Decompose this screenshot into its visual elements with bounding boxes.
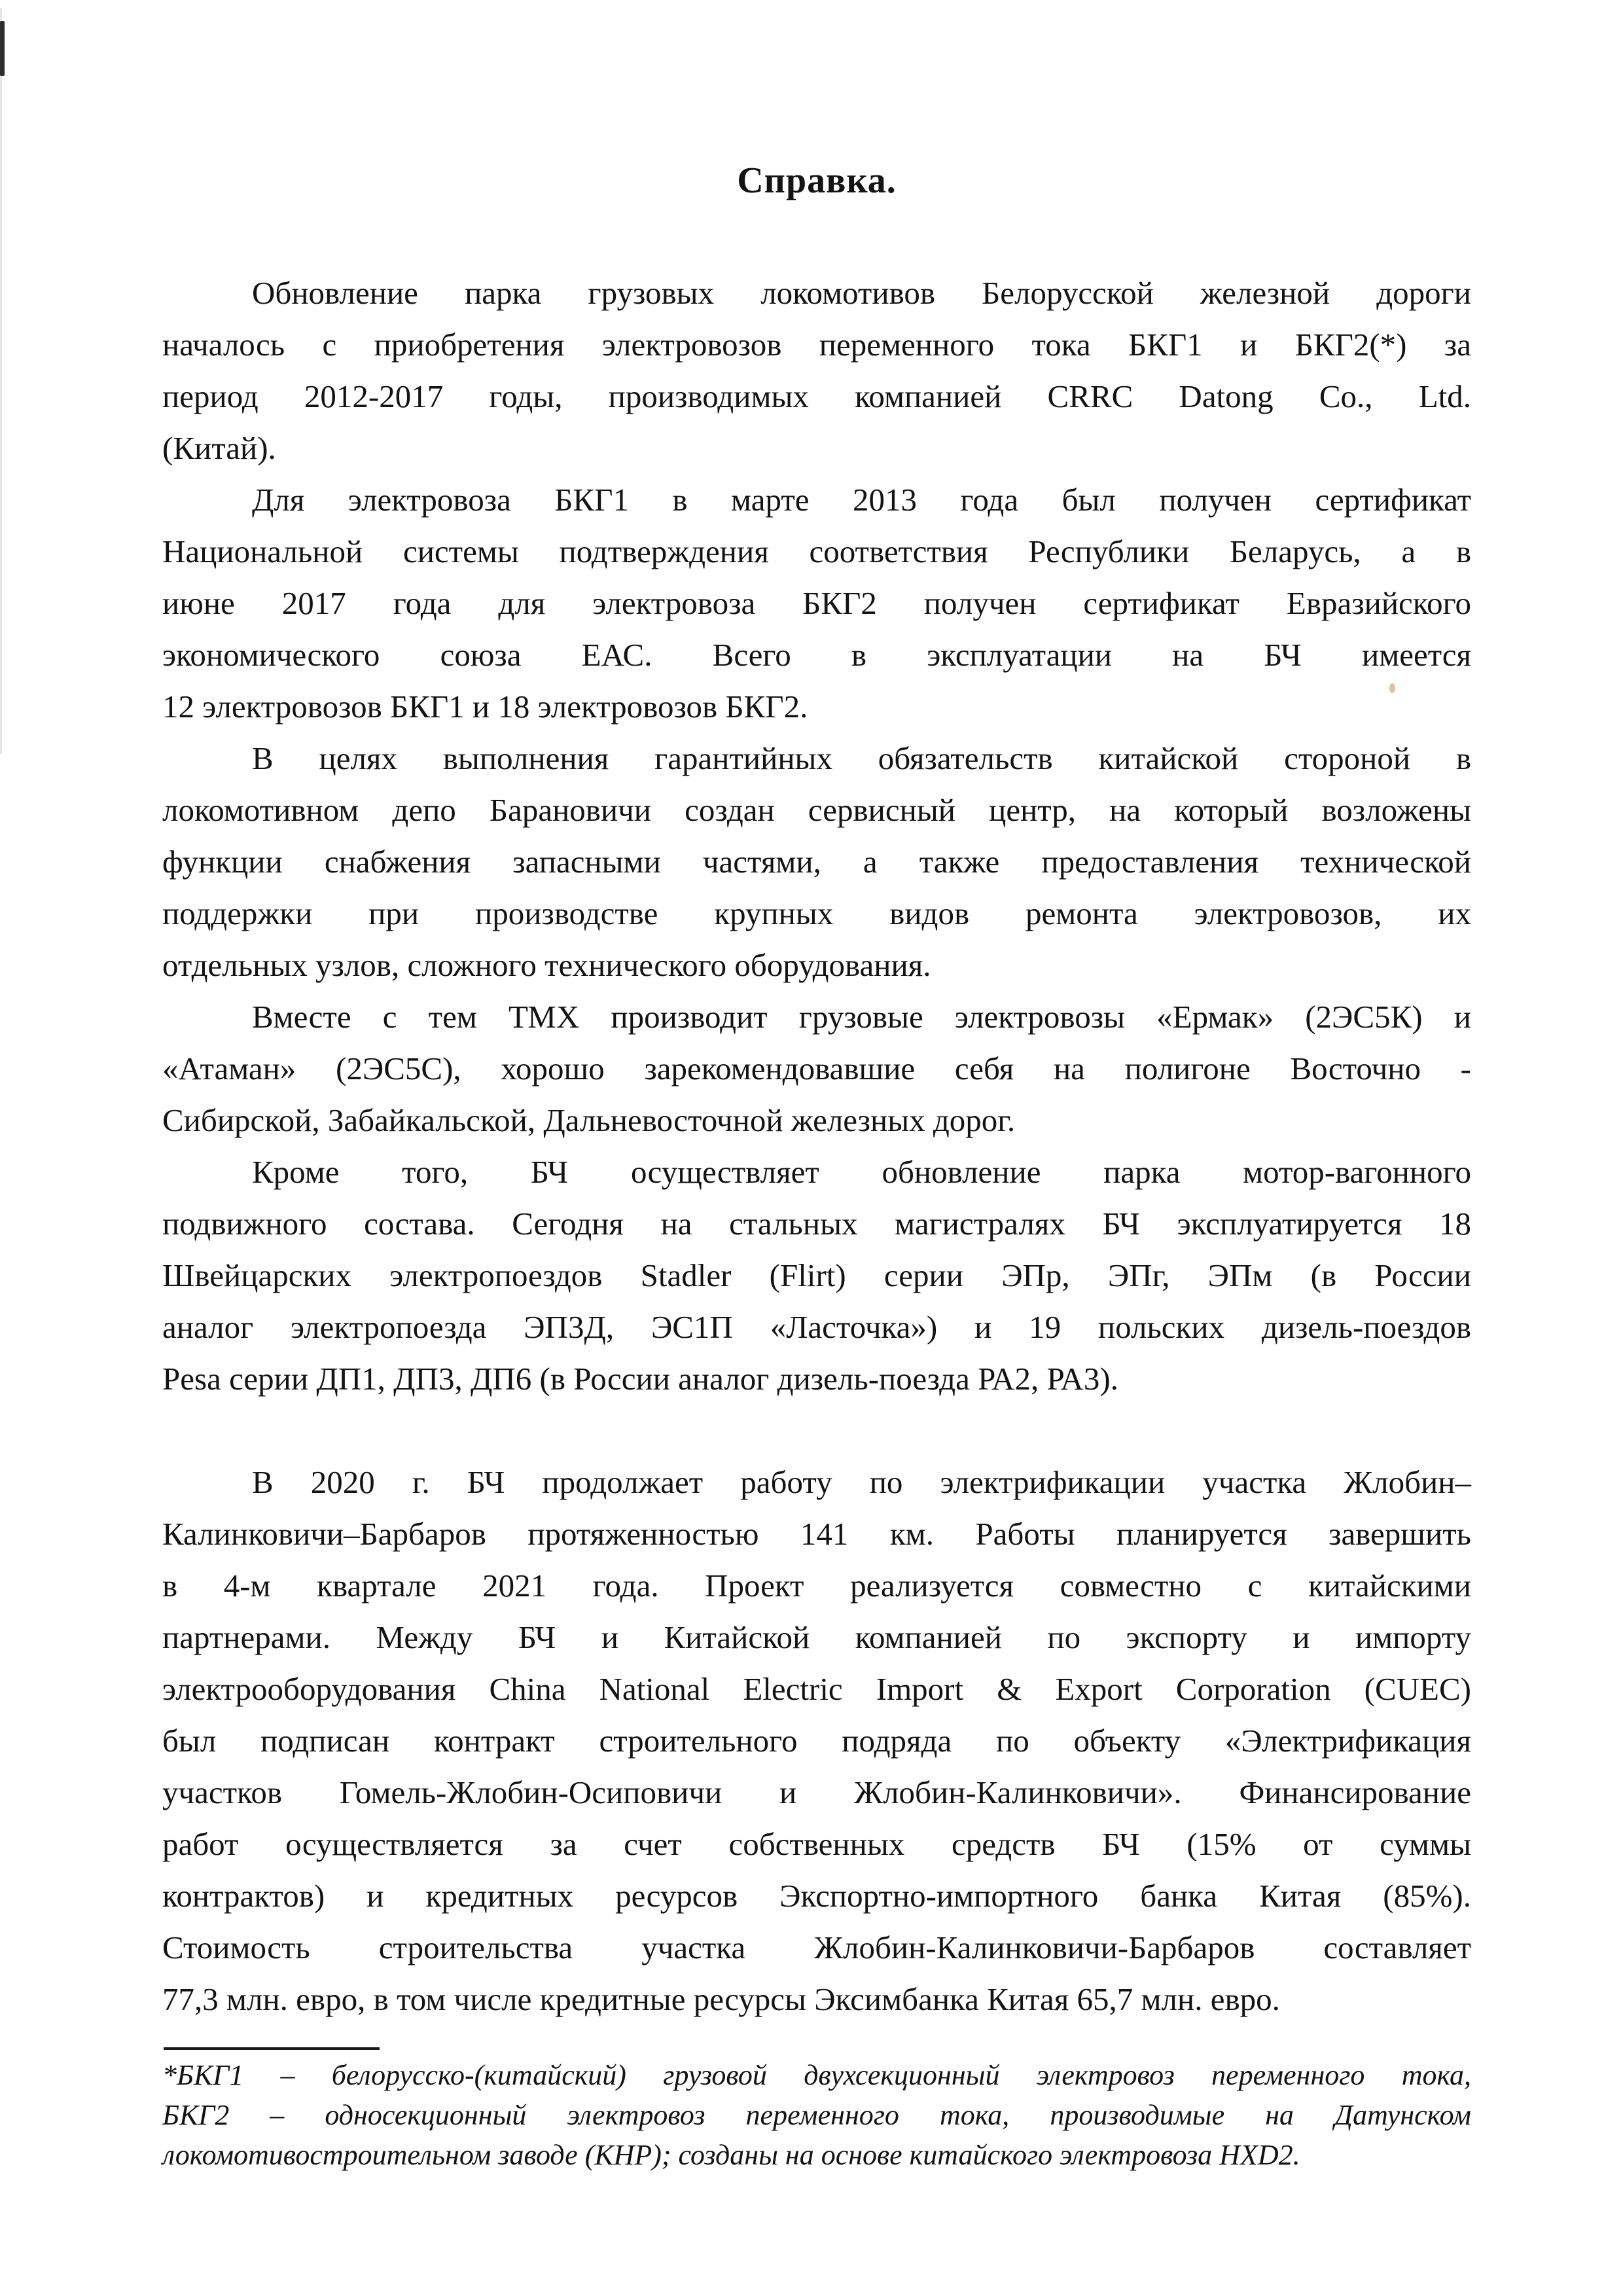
text-line: контрактов) и кредитных ресурсов Экспортно-импортного банка Китая (85%). <box>162 1878 1471 1914</box>
scan-edge-artifact <box>0 21 5 76</box>
text-line: экономического союза ЕАС. Всего в эксплуатации на БЧ имеется <box>162 637 1471 673</box>
footnote-line: БКГ2 – односекционный электровоз переменного тока, производимые на Датунском <box>162 2099 1471 2131</box>
text-line: Вместе с тем ТМХ производит грузовые электровозы «Ермак» (2ЭС5К) и <box>252 999 1471 1035</box>
text-line: В 2020 г. БЧ продолжает работу по электрификации участка Жлобин– <box>252 1464 1471 1500</box>
text-line: началось с приобретения электровозов переменного тока БКГ1 и БКГ2(*) за <box>162 327 1471 363</box>
text-line: электрооборудования China National Electric Import & Export Corporation (CUEC) <box>162 1671 1471 1707</box>
text-line: Обновление парка грузовых локомотивов Белорусской железной дороги <box>252 275 1471 311</box>
text-line: В целях выполнения гарантийных обязательств китайской стороной в <box>252 740 1471 776</box>
footnote-line: *БКГ1 – белорусско-(китайский) грузовой двухсекционный электровоз переменного тока, <box>162 2059 1471 2091</box>
text-line: подвижного состава. Сегодня на стальных магистралях БЧ эксплуатируется 18 <box>162 1206 1471 1242</box>
text-line: локомотивном депо Барановичи создан сервисный центр, на который возложены <box>162 792 1471 828</box>
text-line: в 4-м квартале 2021 года. Проект реализуется совместно с китайскими <box>162 1568 1471 1604</box>
text-line: «Атаман» (2ЭС5С), хорошо зарекомендовавшие себя на полигоне Восточно - <box>162 1050 1471 1086</box>
text-line: отдельных узлов, сложного технического оборудования. <box>162 947 931 983</box>
text-line: был подписан контракт строительного подряда по объекту «Электрификация <box>162 1723 1471 1759</box>
text-line: Национальной системы подтверждения соответствия Республики Беларусь, а в <box>162 533 1471 569</box>
text-line: июне 2017 года для электровоза БКГ2 получен сертификат Евразийского <box>162 585 1471 621</box>
text-line: (Китай). <box>162 430 276 466</box>
text-line: 12 электровозов БКГ1 и 18 электровозов БКГ2. <box>162 689 808 725</box>
text-line: функции снабжения запасными частями, а также предоставления технической <box>162 844 1471 880</box>
paragraph <box>162 991 1471 1146</box>
paragraph <box>162 732 1471 991</box>
paragraph-spacer <box>162 1405 1471 1456</box>
text-line: участков Гомель-Жлобин-Осиповичи и Жлобин-Калинковичи». Финансирование <box>162 1774 1471 1810</box>
page-title: Справка. <box>737 160 897 201</box>
text-line: 77,3 млн. евро, в том числе кредитные ресурсы Эксимбанка Китая 65,7 млн. евро. <box>162 1981 1280 2017</box>
paragraph <box>162 474 1471 732</box>
text-line: Швейцарских электропоездов Stadler (Flirt) серии ЭПр, ЭПг, ЭПм (в России <box>162 1257 1471 1293</box>
document-body <box>162 267 1471 2025</box>
footnote-text <box>162 2055 1471 2175</box>
paragraph <box>162 1456 1471 2025</box>
text-line: Калинковичи–Барбаров протяженностью 141 км. Работы планируется завершить <box>162 1516 1471 1552</box>
footnote-line: локомотивостроительном заводе (КНР); созданы на основе китайского электровоза HXD2. <box>162 2139 1300 2171</box>
paragraph <box>162 267 1471 474</box>
text-line: Pesa серии ДП1, ДП3, ДП6 (в России аналог дизель-поезда РА2, РА3). <box>162 1361 1118 1397</box>
text-line: партнерами. Между БЧ и Китайской компанией по экспорту и импорту <box>162 1619 1471 1655</box>
text-line: период 2012-2017 годы, производимых компанией CRRC Datong Co., Ltd. <box>162 378 1471 414</box>
footnote <box>162 2055 1471 2175</box>
text-line: Кроме того, БЧ осуществляет обновление парка мотор-вагонного <box>252 1154 1471 1190</box>
paragraph <box>162 1146 1471 1405</box>
text-line: работ осуществляется за счет собственных средств БЧ (15% от суммы <box>162 1826 1471 1862</box>
text-line: Для электровоза БКГ1 в марте 2013 года был получен сертификат <box>252 482 1471 518</box>
scan-edge-shadow <box>0 8 2 754</box>
text-line: аналог электропоезда ЭП3Д, ЭС1П «Ласточка») и 19 польских дизель-поездов <box>162 1309 1471 1345</box>
text-line: поддержки при производстве крупных видов ремонта электровозов, их <box>162 895 1471 931</box>
text-line: Сибирской, Забайкальской, Дальневосточной железных дорог. <box>162 1102 1016 1138</box>
text-line: Стоимость строительства участка Жлобин-Калинковичи-Барбаров составляет <box>162 1929 1471 1965</box>
footnote-separator <box>164 2047 380 2050</box>
